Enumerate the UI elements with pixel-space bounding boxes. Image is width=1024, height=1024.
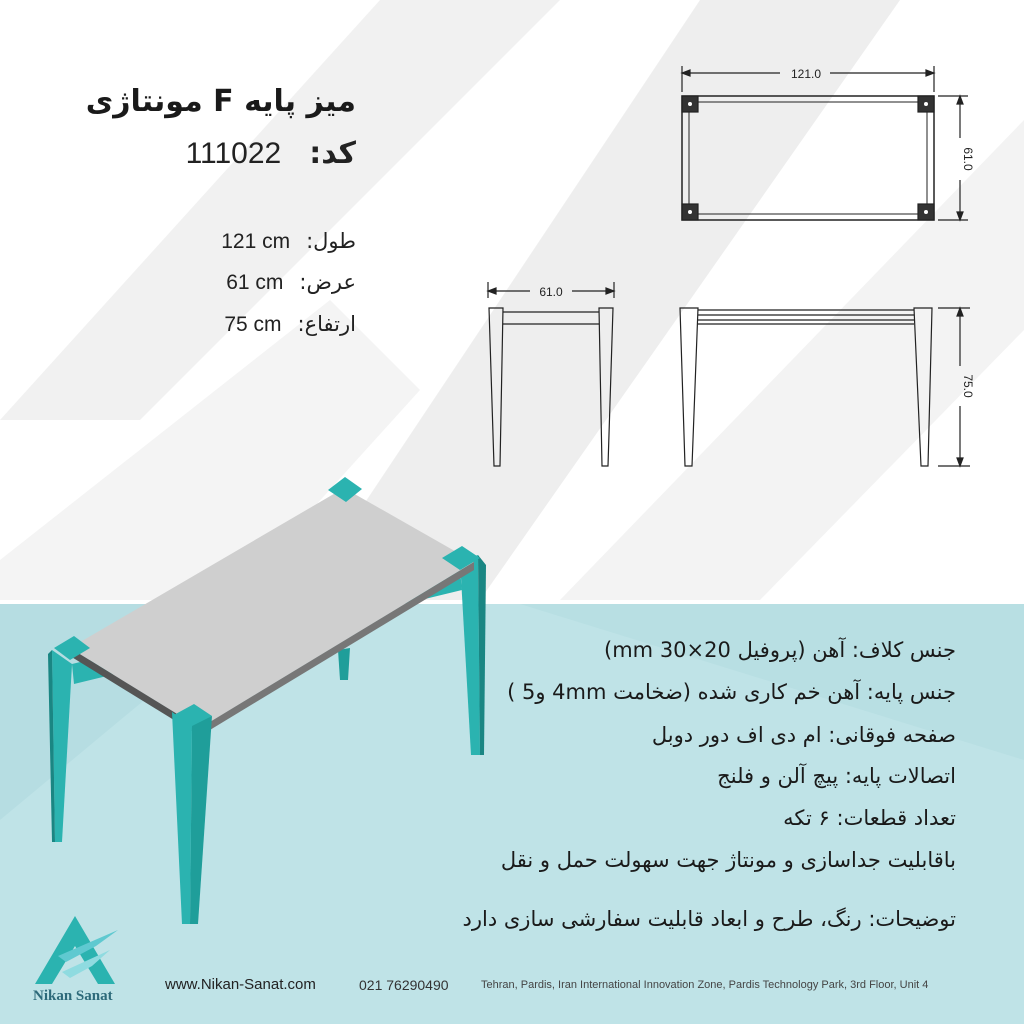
feature-top-surface: صفحه فوقانی: ام دی اف دور دوبل bbox=[651, 723, 956, 747]
spec-value: 121 cm bbox=[221, 230, 291, 253]
spec-value: 61 cm bbox=[226, 271, 284, 294]
side-width-dim: 61.0 bbox=[539, 285, 563, 299]
website-link[interactable]: www.Nikan-Sanat.com bbox=[165, 976, 316, 993]
code-value: 111022 bbox=[185, 137, 282, 170]
spec-label: عرض: bbox=[299, 270, 356, 294]
feature-leg-material: جنس پایه: آهن خم کاری شده (ضخامت 4mm و5 ) bbox=[507, 680, 956, 704]
spec-label: طول: bbox=[306, 229, 356, 253]
spec-label: ارتفاع: bbox=[297, 312, 356, 336]
front-view-drawing bbox=[680, 308, 970, 466]
feature-leg-connections: اتصالات پایه: پیچ آلن و فلنج bbox=[717, 764, 956, 788]
feature-detachable: باقابلیت جداسازی و مونتاژ جهت سهولت حمل و نقل bbox=[500, 848, 956, 872]
front-height-dim: 75.0 bbox=[961, 374, 975, 398]
table-render bbox=[48, 477, 486, 924]
top-depth-dim: 61.0 bbox=[961, 147, 975, 171]
feature-customization: توضیحات: رنگ، طرح و ابعاد قابلیت سفارشی سازی دارد bbox=[462, 907, 956, 931]
spec-value: 75 cm bbox=[224, 313, 282, 336]
feature-frame-material: جنس کلاف: آهن (پروفیل 20×30 mm) bbox=[604, 638, 956, 662]
feature-parts-count: تعداد قطعات: ۶ تکه bbox=[783, 806, 956, 830]
nikan-sanat-logo bbox=[35, 916, 118, 984]
side-view-drawing bbox=[488, 282, 614, 466]
phone-number: 021 76290490 bbox=[359, 977, 449, 993]
product-title: میز پایه F مونتاژی bbox=[85, 84, 356, 119]
brand-name: Nikan Sanat bbox=[33, 988, 113, 1004]
address: Tehran, Pardis, Iran International Innovation Zone, Pardis Technology Park, 3rd Floor, Unit 4 bbox=[481, 979, 929, 991]
top-view-drawing bbox=[682, 66, 968, 220]
code-label: کد: bbox=[309, 136, 356, 171]
top-width-dim: 121.0 bbox=[790, 67, 822, 81]
